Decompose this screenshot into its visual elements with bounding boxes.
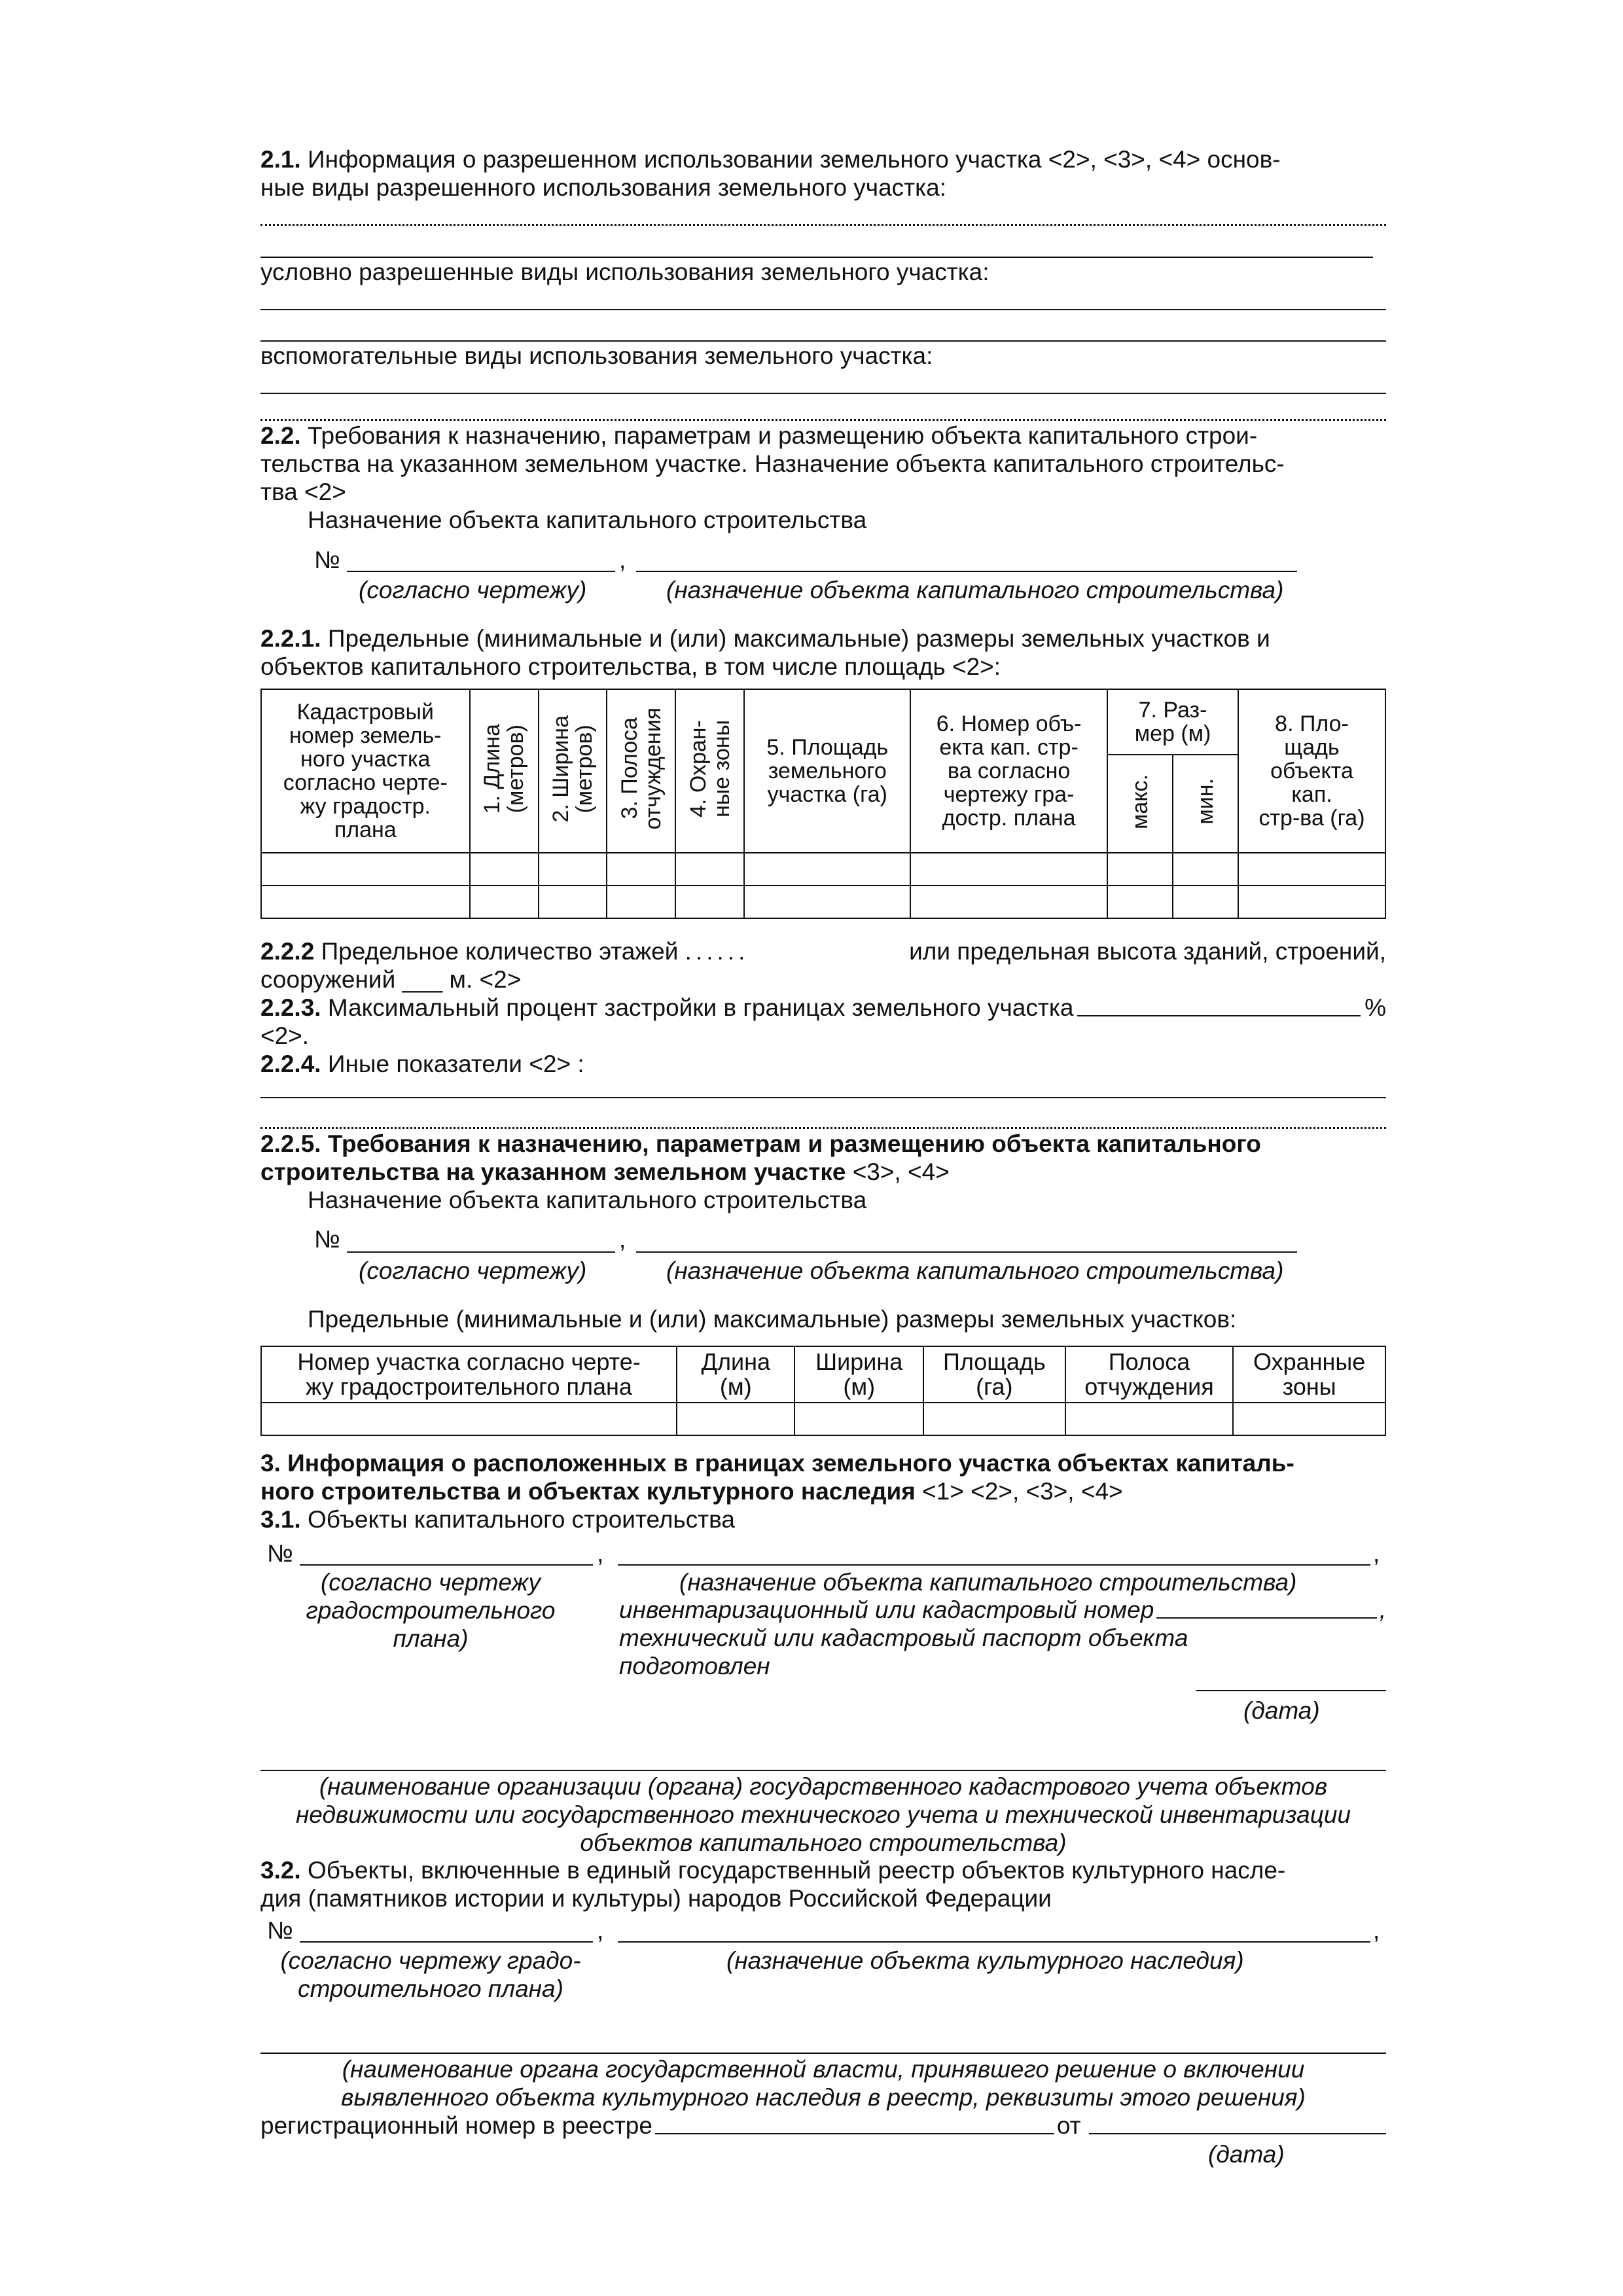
section-heading: строительства на указанном земельном участке (260, 1158, 846, 1185)
section-heading: ного строительства и объектах культурного наследия (260, 1478, 916, 1505)
col-protection (1233, 1346, 1385, 1403)
section-number: 2.2.4. (260, 1050, 321, 1077)
header-line: (метров) (571, 724, 597, 814)
section-text: или предельная высота зданий, строений, (909, 938, 1386, 965)
table-cell[interactable] (675, 853, 744, 886)
percent-sign: % (1364, 994, 1386, 1021)
table-cell[interactable] (261, 853, 470, 886)
header-line: щадь (1284, 735, 1340, 760)
table-cell[interactable] (261, 1403, 677, 1435)
header-line: ного участка (300, 747, 431, 772)
header-line: объекта (1270, 759, 1353, 783)
table-cell[interactable] (1107, 886, 1173, 918)
table-cell[interactable] (470, 886, 539, 918)
col-size (1107, 689, 1238, 755)
col-width (794, 1346, 923, 1403)
inventory-label: инвентаризационный или кадастровый номер (619, 1596, 1154, 1623)
drawing-number-field[interactable] (347, 1251, 615, 1253)
caption-line: выявленного объекта культурного наследия в реестр, реквизиты этого решения) (341, 2084, 1306, 2111)
section-2-2-5 (260, 1130, 1386, 1214)
col-object-number (910, 689, 1107, 853)
header-line: номер земель- (289, 723, 442, 748)
section-number: 2.2.3. (260, 994, 321, 1021)
header-line: екта кап. стр- (939, 735, 1079, 760)
drawing-number-field[interactable] (300, 1941, 593, 1943)
caption-line: объектов капитального строительства) (580, 1829, 1067, 1856)
header-line: ва согласно (947, 759, 1071, 783)
section-number: 3.1. (260, 1506, 301, 1533)
caption-purpose: (назначение объекта культурного наследия) (726, 1947, 1244, 1974)
header-line: участка (га) (767, 782, 887, 807)
purpose-label: Назначение объекта капитального строительства (308, 507, 867, 533)
section-3 (260, 1449, 1386, 1534)
caption-drawing (287, 1568, 575, 1653)
header-line: 5. Площадь (766, 735, 889, 760)
section-refs: <1> <2>, <3>, <4> (915, 1478, 1123, 1505)
header-line: земельного (768, 759, 887, 783)
caption-line: строительного плана) (298, 1975, 563, 2002)
table-cell[interactable] (1173, 886, 1238, 918)
section-text: дия (памятников истории и культуры) народов Российской Федерации (260, 1885, 1052, 1912)
registration-row (260, 2111, 1386, 2140)
conditional-uses-label: условно разрешенные виды использования земельного участка: (260, 259, 990, 285)
section-text: Предельное количество этажей (321, 938, 679, 965)
comma: , (1373, 1917, 1380, 1944)
col-protection (675, 689, 744, 853)
percent-field[interactable] (1077, 994, 1361, 1016)
header-line: (м) (843, 1373, 876, 1400)
table-cell[interactable] (675, 886, 744, 918)
col-width (539, 689, 607, 853)
caption-drawing: (согласно чертежу) (359, 1257, 587, 1284)
table-cell[interactable] (744, 886, 910, 918)
section-2-2 (260, 422, 1386, 534)
header-line: достр. плана (942, 806, 1076, 831)
fill-line[interactable] (260, 393, 1386, 394)
header-line: Кадастровый (296, 700, 434, 725)
header-line: 4. Охран- (685, 720, 711, 817)
section-text: Информация о разрешенном использовании земельного участка <2>, <3>, <4> основ- (308, 146, 1281, 173)
table-cell[interactable] (539, 853, 607, 886)
table-cell[interactable] (910, 886, 1107, 918)
header-line: плана (334, 817, 397, 842)
col-area (923, 1346, 1065, 1403)
date-field[interactable] (1196, 1690, 1386, 1691)
section-refs: <3>, <4> (846, 1158, 950, 1185)
section-text: объектов капитального строительства, в том числе площадь <2>: (260, 653, 1001, 680)
section-text: ные виды разрешенного использования земельного участка: (260, 174, 946, 201)
header-line: Площадь (942, 1348, 1046, 1375)
number-sign: № (314, 1226, 340, 1253)
table-cell[interactable] (607, 853, 675, 886)
drawing-number-field[interactable] (347, 571, 615, 572)
header-line: мин. (1193, 778, 1219, 825)
table-cell[interactable] (607, 886, 675, 918)
header-line: зоны (1282, 1373, 1336, 1400)
col-length (677, 1346, 794, 1403)
header-line: Полоса (1108, 1348, 1190, 1375)
header-line: Охранные (1253, 1348, 1366, 1375)
header-line: отчуждения (640, 708, 666, 830)
number-sign: № (267, 1540, 293, 1567)
fill-line[interactable] (260, 1127, 1386, 1129)
section-2-2-3 (260, 994, 1386, 1050)
date-caption: (дата) (1208, 2141, 1285, 2168)
section-text: Иные показатели <2> : (327, 1050, 584, 1077)
number-sign: № (267, 1917, 293, 1944)
header-line: согласно черте- (283, 770, 448, 795)
section-2-2-4 (260, 1050, 584, 1078)
date-caption: (дата) (1243, 1697, 1320, 1724)
header-line: мер (м) (1134, 721, 1211, 746)
number-sign: № (314, 547, 340, 573)
col-alienation (1065, 1346, 1234, 1403)
section-text: Требования к назначению, параметрам и размещению объекта капитального строи- (308, 422, 1258, 449)
registration-label: регистрационный номер в реестре (260, 2112, 652, 2139)
col-plot-number (261, 1346, 677, 1403)
fill-line[interactable] (260, 1097, 1386, 1098)
table-cell[interactable] (923, 1403, 1065, 1435)
section-number: 2.2.2 (260, 938, 315, 965)
section-heading: 3. Информация о расположенных в границах земельного участка объектах капиталь- (260, 1450, 1294, 1477)
table-cell[interactable] (910, 853, 1107, 886)
section-text: Максимальный процент застройки в границах земельного участка (327, 994, 1074, 1021)
header-line: стр-ва (га) (1258, 806, 1365, 831)
fill-line[interactable] (260, 309, 1386, 310)
col-length (470, 689, 539, 853)
prepared-label: подготовлен (619, 1653, 770, 1679)
caption-purpose: (назначение объекта капитального строительства) (679, 1569, 1297, 1596)
heritage-purpose-field[interactable] (618, 1941, 1370, 1943)
comma: , (1373, 1540, 1380, 1567)
table-cell[interactable] (1238, 853, 1385, 886)
caption-purpose: (назначение объекта капитального строительства) (666, 1257, 1284, 1284)
caption-line: градостроительного (306, 1597, 556, 1624)
plot-sizes-table (260, 1346, 1386, 1436)
header-line: ные зоны (709, 720, 734, 817)
table-cell[interactable] (744, 853, 910, 886)
authority-caption (260, 2055, 1386, 2111)
header-line: чертежу гра- (943, 782, 1075, 807)
header-line: (метров) (503, 724, 528, 814)
section-text: тельства на указанном земельном участке. Назначение объекта капитального строительс- (260, 450, 1285, 477)
caption-drawing (267, 1946, 594, 2003)
col-area (744, 689, 910, 853)
section-3-2 (260, 1856, 1386, 1912)
fill-line[interactable] (260, 224, 1386, 226)
purpose-field[interactable] (636, 1251, 1297, 1253)
header-line: кап. (1291, 782, 1332, 807)
header-line: макс. (1128, 774, 1153, 829)
purpose-field[interactable] (636, 571, 1297, 572)
section-2-1 (260, 145, 1386, 202)
section-text: <2>. (260, 1022, 310, 1049)
comma: , (597, 1540, 604, 1567)
table-cell[interactable] (794, 1403, 923, 1435)
organization-field[interactable] (260, 1770, 1386, 1771)
caption-drawing: (согласно чертежу) (359, 577, 587, 603)
caption-line: (согласно чертежу градо- (280, 1947, 581, 1974)
table-cell[interactable] (1173, 853, 1238, 886)
header-line: 2. Ширина (548, 715, 573, 823)
table-cell[interactable] (1065, 1403, 1234, 1435)
comma: , (619, 1226, 626, 1253)
caption-purpose: (назначение объекта капитального строительства) (666, 577, 1284, 603)
col-size-max (1107, 755, 1173, 853)
header-line: 8. Пло- (1275, 711, 1349, 736)
from-label: от (1056, 2112, 1081, 2139)
caption-line: (наименование органа государственной власти, принявшего решение о включении (342, 2056, 1305, 2083)
header-line: отчуждения (1084, 1373, 1214, 1400)
floors-field[interactable]: ...... (685, 938, 749, 965)
section-text: Объекты капитального строительства (308, 1506, 735, 1533)
caption-line: плана) (393, 1625, 469, 1652)
auxiliary-uses-label: вспомогательные виды использования земельного участка: (260, 342, 933, 369)
limits-label: Предельные (минимальные и (или) максимальные) размеры земельных участков: (308, 1306, 1237, 1333)
section-number: 2.2.1. (260, 625, 321, 652)
header-line: Номер участка согласно черте- (297, 1348, 641, 1375)
header-line: Длина (701, 1348, 770, 1375)
section-text: Объекты, включенные в единый государственный реестр объектов культурного насле- (308, 1857, 1286, 1884)
section-2-2-2 (260, 937, 1386, 994)
header-line: (га) (976, 1373, 1013, 1400)
section-2-2-1 (260, 624, 1386, 681)
table-row (261, 886, 1385, 918)
purpose-field[interactable] (618, 1564, 1370, 1566)
fill-line[interactable] (260, 419, 1386, 421)
col-cadastral (261, 689, 470, 853)
table-cell[interactable] (1107, 853, 1173, 886)
header-line: Ширина (815, 1348, 903, 1375)
table-row (261, 853, 1385, 886)
inventory-block: инвентаризационный или кадастровый номер , технический или кадастровый паспорт объекта подготовлен (619, 1596, 1386, 1679)
section-heading: 2.2.5. Требования к назначению, параметрам и размещению объекта капитального (260, 1130, 1261, 1157)
table-cell[interactable] (539, 886, 607, 918)
table-cell[interactable] (261, 886, 470, 918)
col-object-area (1238, 689, 1385, 853)
table-cell[interactable] (1238, 886, 1385, 918)
header-line: жу градостроительного плана (306, 1373, 632, 1400)
registration-field[interactable] (655, 2111, 1054, 2134)
header-line: (м) (719, 1373, 752, 1400)
inventory-field[interactable] (1156, 1596, 1376, 1619)
section-number: 3.2. (260, 1857, 301, 1884)
purpose-label: Назначение объекта капитального строительства (308, 1187, 867, 1213)
table-cell[interactable] (677, 1403, 794, 1435)
header-line: 1. Длина (480, 723, 505, 814)
section-text: Предельные (минимальные и (или) максимальные) размеры земельных участков и (327, 625, 1270, 652)
caption-line: (наименование организации (органа) государственного кадастрового учета объектов (319, 1773, 1328, 1800)
comma: , (619, 547, 626, 573)
header-line: 6. Номер объ- (936, 711, 1082, 736)
col-alienation (607, 689, 675, 853)
col-size-min (1173, 755, 1238, 853)
header-line: 3. Полоса (616, 717, 642, 820)
caption-line: недвижимости или государственного технического учета и технической инвентаризации (295, 1801, 1351, 1828)
caption-line: (согласно чертежу (320, 1569, 541, 1596)
organization-caption (260, 1772, 1386, 1857)
section-text: тва <2> (260, 478, 346, 505)
table-cell[interactable] (1233, 1403, 1385, 1435)
table-row (261, 1403, 1385, 1435)
section-number: 2.2. (260, 422, 301, 449)
registration-date-field[interactable] (1089, 2111, 1386, 2134)
section-number: 2.1. (260, 146, 301, 173)
table-cell[interactable] (470, 853, 539, 886)
limits-table (260, 689, 1386, 919)
section-text: сооружений ___ м. <2> (260, 966, 522, 993)
comma: , (597, 1917, 604, 1944)
passport-label: технический или кадастровый паспорт объекта (619, 1624, 1188, 1651)
authority-field[interactable] (260, 2053, 1386, 2054)
header-line: жу градостр. (300, 794, 431, 819)
drawing-number-field[interactable] (300, 1564, 593, 1566)
header-line: 7. Раз- (1138, 698, 1207, 723)
